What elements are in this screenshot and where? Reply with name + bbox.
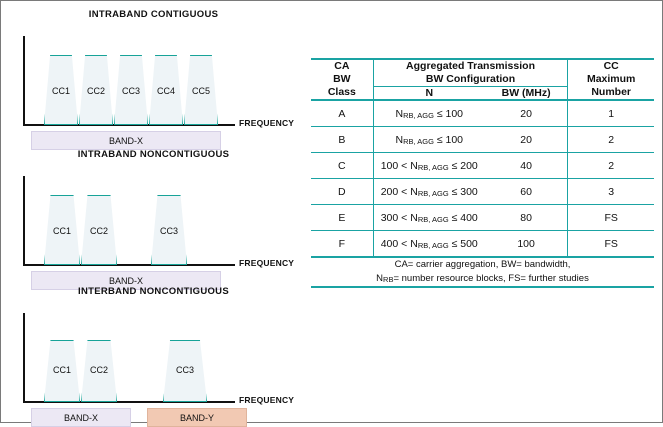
cell-cc: FS (568, 231, 654, 258)
carrier-label: CC2 (86, 86, 105, 96)
cell-n-pre: 100 < (380, 159, 411, 172)
cell-n-subscript: RB, AGG (403, 110, 434, 120)
cell-bw: 100 (485, 231, 568, 258)
cell-n (373, 231, 485, 258)
carrier-label: CC1 (52, 226, 71, 236)
diagram-intraband-contiguous (11, 9, 296, 146)
frequency-axis-label: FREQUENCY (239, 258, 295, 268)
carrier-label: CC2 (89, 365, 108, 375)
header-n: N (373, 87, 485, 101)
table-row (311, 100, 654, 127)
cell-cc: 2 (568, 127, 654, 153)
cell-n-symbol: N (395, 133, 404, 146)
band-bar-band-x: BAND-X (31, 131, 221, 150)
diagram-intraband-noncontiguous (11, 149, 296, 286)
carrier-label: CC2 (89, 226, 108, 236)
diagram-title: INTERBAND NONCONTIGUOUS (78, 286, 229, 297)
cell-bw: 20 (485, 100, 568, 127)
cell-class: B (311, 127, 373, 153)
cell-n-subscript: RB, AGG (417, 214, 449, 224)
cell-n-post: ≤ 100 (433, 133, 464, 146)
cell-n-subscript: RB, AGG (417, 162, 449, 172)
header-ca-bw-class-line3: Class (327, 86, 356, 99)
header-ca-bw-class (311, 59, 373, 100)
header-cc-line2: Maximum (586, 73, 636, 86)
cell-n-post: ≤ 500 (448, 237, 478, 250)
cell-cc: FS (568, 205, 654, 231)
cell-class: E (311, 205, 373, 231)
y-axis (23, 36, 25, 125)
cell-n (373, 205, 485, 231)
table-header (311, 59, 654, 100)
band-bar-band-y: BAND-Y (147, 408, 247, 427)
band-bar-band-x: BAND-X (31, 408, 131, 427)
diagram-title: INTRABAND CONTIGUOUS (88, 9, 219, 20)
carrier-label: CC3 (159, 226, 178, 236)
diagram-plot (11, 160, 296, 286)
cell-bw: 80 (485, 205, 568, 231)
cell-class: C (311, 153, 373, 179)
y-axis (23, 313, 25, 402)
footnote-n-post: = number resource blocks, FS= further studies (393, 273, 589, 285)
diagram-plot (11, 20, 296, 146)
cell-n (373, 179, 485, 205)
table-row (311, 231, 654, 258)
header-ca-bw-class-line2: BW (333, 73, 351, 86)
header-cc-line1: CC (603, 60, 619, 72)
table-header-row-1 (311, 59, 654, 87)
cell-bw: 60 (485, 179, 568, 205)
cell-class: D (311, 179, 373, 205)
cell-n (373, 127, 485, 153)
cell-n-symbol: N (410, 211, 418, 224)
carrier-label: CC5 (191, 86, 210, 96)
cell-cc: 3 (568, 179, 654, 205)
carrier-label: CC4 (156, 86, 175, 96)
cell-n-symbol: N (410, 159, 418, 172)
cell-cc: 1 (568, 100, 654, 127)
table-row (311, 127, 654, 153)
diagram-interband-noncontiguous (11, 286, 296, 423)
cell-n-subscript: RB, AGG (417, 188, 449, 198)
carrier-label: CC3 (175, 365, 194, 375)
cell-n-pre: 300 < (380, 211, 411, 224)
y-axis (23, 176, 25, 265)
carrier-label: CC1 (51, 86, 70, 96)
header-aggregated-line2: BW Configuration (425, 73, 516, 86)
cell-n-subscript: RB, AGG (417, 240, 449, 250)
frequency-axis-label: FREQUENCY (239, 118, 295, 128)
ca-bw-class-table (311, 58, 654, 288)
table-footnote-row (311, 257, 654, 287)
header-ca-bw-class-line1: CA (334, 60, 350, 72)
cell-n-symbol: N (410, 185, 418, 198)
header-aggregated-line1: Aggregated Transmission (406, 60, 535, 73)
header-cc-line3: Number (591, 86, 632, 99)
table-body (311, 100, 654, 287)
footnote-n-symbol: N (376, 273, 384, 285)
table-row (311, 153, 654, 179)
band-bar-band-x: BAND-X (31, 271, 221, 290)
header-bw-mhz: BW (MHz) (485, 87, 568, 101)
carrier-label: CC1 (52, 365, 71, 375)
header-aggregated-transmission-bw-configuration (373, 59, 568, 87)
table-row (311, 205, 654, 231)
footnote-line-2 (311, 272, 654, 286)
cell-n-post: ≤ 400 (448, 211, 478, 224)
table-footnote (311, 257, 654, 287)
cell-n-subscript: RB, AGG (403, 136, 434, 146)
cell-n-post: ≤ 200 (448, 159, 478, 172)
cell-class: F (311, 231, 373, 258)
cell-class: A (311, 100, 373, 127)
cell-n (373, 100, 485, 127)
header-cc-maximum-number (568, 59, 654, 100)
cell-bw: 40 (485, 153, 568, 179)
frequency-axis-label: FREQUENCY (239, 395, 295, 405)
cell-bw: 20 (485, 127, 568, 153)
cell-n-post: ≤ 300 (448, 185, 478, 198)
cell-n-symbol: N (395, 107, 404, 120)
cell-cc: 2 (568, 153, 654, 179)
ca-bw-class-table-wrap (311, 58, 654, 288)
carrier-label: CC3 (121, 86, 140, 96)
footnote-n-subscript: RB (383, 275, 394, 285)
diagram-title: INTRABAND NONCONTIGUOUS (77, 149, 230, 160)
diagram-plot (11, 297, 296, 423)
cell-n (373, 153, 485, 179)
table-row (311, 179, 654, 205)
cell-n-post: ≤ 100 (433, 107, 464, 120)
cell-n-pre: 200 < (380, 185, 411, 198)
footnote-line-1: CA= carrier aggregation, BW= bandwidth, (394, 259, 571, 271)
cell-n-pre: 400 < (380, 237, 411, 250)
cell-n-symbol: N (410, 237, 418, 250)
